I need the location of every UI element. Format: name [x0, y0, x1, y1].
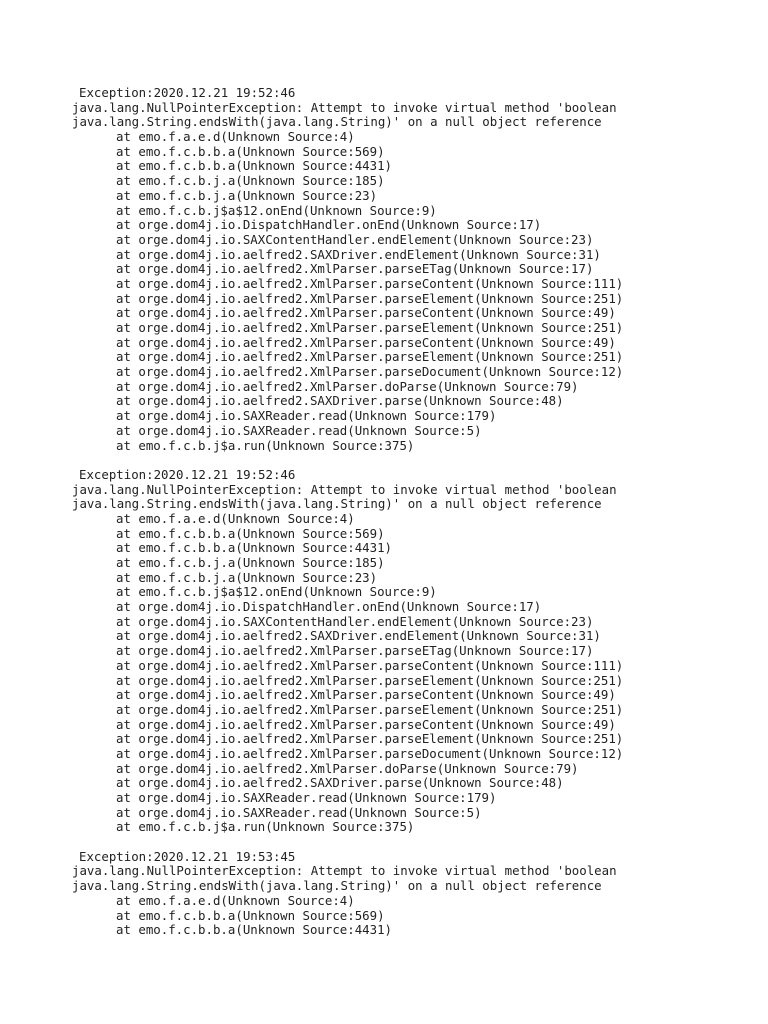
stack-frame: at orge.dom4j.io.aelfred2.XmlParser.parseContent(Unknown Source:111): [116, 275, 624, 291]
stack-frame: at emo.f.c.b.j.a(Unknown Source:23): [116, 187, 378, 203]
stack-frame: at orge.dom4j.io.SAXContentHandler.endElement(Unknown Source:23): [116, 231, 594, 247]
exception-message: java.lang.NullPointerException: Attempt to invoke virtual method 'boolean: [72, 481, 617, 497]
stack-frame: at orge.dom4j.io.SAXReader.read(Unknown Source:179): [116, 408, 497, 424]
stack-frame: at orge.dom4j.io.aelfred2.XmlParser.parseETag(Unknown Source:17): [116, 261, 594, 277]
exception-message: java.lang.String.endsWith(java.lang.String)' on a null object reference: [72, 114, 602, 130]
stack-frame: at orge.dom4j.io.aelfred2.SAXDriver.parse(Unknown Source:48): [116, 393, 564, 409]
stack-frame: at emo.f.c.b.j$a.run(Unknown Source:375): [116, 819, 415, 835]
stack-frame: at orge.dom4j.io.aelfred2.XmlParser.parseETag(Unknown Source:17): [116, 643, 594, 659]
stack-frame: at orge.dom4j.io.aelfred2.XmlParser.parseContent(Unknown Source:49): [116, 305, 616, 321]
stack-frame: at orge.dom4j.io.aelfred2.XmlParser.parseContent(Unknown Source:49): [116, 716, 616, 732]
exception-log-document: [72, 86, 752, 953]
stack-frame: at orge.dom4j.io.aelfred2.SAXDriver.endElement(Unknown Source:31): [116, 246, 601, 262]
exception-timestamp: Exception:2020.12.21 19:53:45: [79, 848, 296, 864]
stack-frame: at orge.dom4j.io.SAXReader.read(Unknown Source:179): [116, 790, 497, 805]
stack-frame: at orge.dom4j.io.aelfred2.XmlParser.parseElement(Unknown Source:251): [116, 701, 624, 717]
exception-message: java.lang.NullPointerException: Attempt to invoke virtual method 'boolean: [72, 99, 617, 115]
stack-frame: at orge.dom4j.io.DispatchHandler.onEnd(Unknown Source:17): [116, 217, 542, 233]
stack-frame: at emo.f.c.b.j$a$12.onEnd(Unknown Source:9): [116, 584, 437, 600]
stack-frame: at orge.dom4j.io.aelfred2.XmlParser.doParse(Unknown Source:79): [116, 378, 579, 394]
exception-block: [72, 86, 752, 453]
exception-timestamp: Exception:2020.12.21 19:52:46: [79, 85, 296, 100]
stack-frame: at emo.f.c.b.j$a.run(Unknown Source:375): [116, 437, 415, 453]
stack-frame: at emo.f.a.e.d(Unknown Source:4): [116, 510, 355, 526]
stack-frame: at emo.f.c.b.j.a(Unknown Source:185): [116, 555, 385, 570]
stack-frame: at emo.f.c.b.b.a(Unknown Source:569): [116, 907, 385, 923]
stack-frame: at orge.dom4j.io.aelfred2.XmlParser.doParse(Unknown Source:79): [116, 760, 579, 776]
stack-frame: at orge.dom4j.io.aelfred2.XmlParser.parseContent(Unknown Source:49): [116, 687, 616, 703]
stack-frame: at orge.dom4j.io.aelfred2.XmlParser.parseElement(Unknown Source:251): [116, 731, 624, 747]
stack-frame: at emo.f.c.b.b.a(Unknown Source:4431): [116, 540, 393, 556]
stack-frame: at orge.dom4j.io.aelfred2.XmlParser.parseContent(Unknown Source:111): [116, 657, 624, 673]
stack-frame: at emo.f.c.b.j.a(Unknown Source:23): [116, 569, 378, 585]
stack-frame: at emo.f.c.b.b.a(Unknown Source:4431): [116, 158, 393, 174]
stack-frame: at orge.dom4j.io.SAXContentHandler.endElement(Unknown Source:23): [116, 613, 594, 629]
stack-frame: at orge.dom4j.io.aelfred2.XmlParser.parseElement(Unknown Source:251): [116, 349, 624, 365]
stack-frame: at emo.f.a.e.d(Unknown Source:4): [116, 892, 355, 908]
stack-frame: at emo.f.c.b.j.a(Unknown Source:185): [116, 173, 385, 189]
stack-frame: at emo.f.a.e.d(Unknown Source:4): [116, 129, 355, 145]
exception-message: java.lang.String.endsWith(java.lang.String)' on a null object reference: [72, 878, 602, 894]
stack-frame: at orge.dom4j.io.aelfred2.XmlParser.parseElement(Unknown Source:251): [116, 672, 624, 688]
stack-frame: at orge.dom4j.io.aelfred2.XmlParser.parseContent(Unknown Source:49): [116, 334, 616, 350]
exception-message: java.lang.NullPointerException: Attempt to invoke virtual method 'boolean: [72, 863, 617, 879]
stack-frame: at orge.dom4j.io.SAXReader.read(Unknown Source:5): [116, 804, 482, 820]
exception-message: java.lang.String.endsWith(java.lang.String)' on a null object reference: [72, 496, 602, 512]
exception-block: [72, 468, 752, 835]
stack-frame: at emo.f.c.b.b.a(Unknown Source:569): [116, 143, 385, 159]
exception-block: [72, 850, 752, 938]
stack-frame: at orge.dom4j.io.aelfred2.XmlParser.parseDocument(Unknown Source:12): [116, 745, 624, 761]
stack-frame: at orge.dom4j.io.aelfred2.SAXDriver.parse(Unknown Source:48): [116, 775, 564, 791]
stack-frame: at emo.f.c.b.b.a(Unknown Source:569): [116, 525, 385, 541]
stack-frame: at orge.dom4j.io.SAXReader.read(Unknown Source:5): [116, 422, 482, 438]
stack-frame: at emo.f.c.b.j$a$12.onEnd(Unknown Source:9): [116, 202, 437, 218]
exception-timestamp: Exception:2020.12.21 19:52:46: [79, 466, 296, 482]
stack-frame: at orge.dom4j.io.aelfred2.XmlParser.parseDocument(Unknown Source:12): [116, 364, 624, 380]
stack-frame: at orge.dom4j.io.DispatchHandler.onEnd(Unknown Source:17): [116, 599, 542, 615]
stack-frame: at orge.dom4j.io.aelfred2.XmlParser.parseElement(Unknown Source:251): [116, 290, 624, 306]
stack-frame: at orge.dom4j.io.aelfred2.SAXDriver.endElement(Unknown Source:31): [116, 628, 601, 644]
stack-frame: at emo.f.c.b.b.a(Unknown Source:4431): [116, 922, 393, 938]
stack-frame: at orge.dom4j.io.aelfred2.XmlParser.parseElement(Unknown Source:251): [116, 320, 624, 335]
